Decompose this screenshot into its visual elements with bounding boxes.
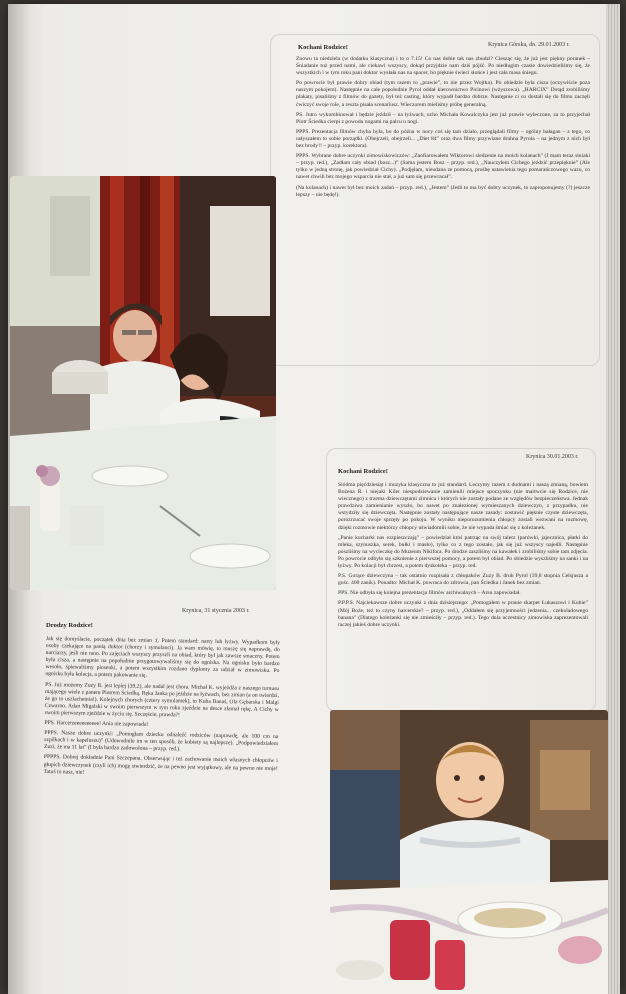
- letter-1-paragraph: PS. Jutro wykombinował i będzie jeździł – na łyżwach, ucho Michała Kowalczyka jest już prawie wyleczone, za to przyjechał Piotr Ściedka cierpi z powodu nogami na palcu u nogi.: [296, 111, 590, 125]
- letter-1-body: [296, 56, 590, 356]
- letter-3-paragraph: PPPS. Nasze dobre uczynki: „Pomogłam dziecku odnaleźć rodziców (naprawdę, ale 100 cm na szpilkach i w kapeluszu)” (Udowodnile im w ten sposób, że kobiety są najlepsze). „Podpowiedziałem Zuzi, że ma 11 lat” (I była bardzo zadowolona – przyp. red.).: [44, 730, 279, 753]
- letter-2-paragraph: „Panie kucharki nas rozpieszczają” – powiedział ktoś patrząc na swój talerz (parówki, jajecznica, płatki do mleka, szynuszka, serek, bułki i masło), tylko co z tego zostało, jak się już wszyscy najedli. Następnie poszliśmy na wycieczkę do Muzeum Nikifora. Po drodze zaszliśmy na kawałek i zrobiliśmy sobie tam zdjęcia. Po powrocie odbyło się szkolenie z pierwszej pomocy, a potem był obiad. Po obiedzie wyszliśmy na sanki i na łyżwy. Po kolacji był chrzest, a potem dyskoteka – przyp. red.: [338, 534, 588, 570]
- page-edge: [606, 4, 620, 994]
- photo-girls-at-dinner: [10, 176, 276, 590]
- letter-1-paragraph: PPPS. Prezentacja filmów chyba była, bo do późna w nocy coś się tam działo, przeglądali filmy – ogólny bałagan – z tego, co usłyszałem to sobie porządki. (Obejrzeli, obejrzeli... „Diet 84” oraz dwa filmy przywiane druhna Pyrola – na jednym z nich był bez brody!! – przyp. korektora).: [296, 128, 590, 150]
- letter-3-date: Krynica, 31 stycznia 2003 r.: [182, 608, 250, 614]
- letter-1-paragraph: Znowu ta niedziela (w dodatku klasyczna) i to o 7.15! Co nas dobie tak nas zbudzi? Ciesząc się, że już jest piękny poranek – Śniadanie tuż przed nami, ale ciekawi wszyscy, dokąd przyjdzie nam dziś pójść. Po niedługim czasie dowiedzieliśmy się, że wszystkich i w tym roku pani doktor wysłała nas na spacer, bo pięknie świeci słońce i jest cała masa śniegu.: [296, 56, 590, 77]
- letter-2-greeting: Kochani Rodzice!: [338, 468, 388, 475]
- photo-boy-at-table-image: [330, 710, 608, 994]
- letter-1-paragraph: PPPS. Wybrane dobre uczynki zimowiskowiczów: „Zaofiarowałem Wiktorowi siedzenie na moich kolanach” (I mam teraz siniaki – przyp. red.), „Zadłam cały obiad (bosz...)” (Sama jestem Bosz – przyp. red.), „Nauczyłem Cichego jeździć przepięknie” (Ale tylko w jedną stronę, jak powiedział Cichy). „Podjęłam, nieudana ze pomocą, prośbę ustawienia tego pomarańczowego wazu, co nawet chwili bez mojego wsparcia nie stał, a już sam się przewracał”.: [296, 153, 590, 181]
- letter-2-paragraph: PPS. Nie odbyła się kolejna prezentacja filmów archiwalnych – Arsu zapowiadał.: [338, 590, 521, 597]
- letter-2-paragraph: P.S. Gorące dziewczyna – tak ostatnio rozpisała z chłopaków Zuzy B. druh Pyrol (39,8 stopnia Celsjusza a gośc. 400 zanik). Ponadto: Michał K. powraca do zdrowia, pan Ściedka i Janek bez zmian.: [338, 573, 588, 587]
- letter-1-paragraph: (Na kolanach) i nawet był bez moich zadań – przyp. red.), „Jestem” (Jeśli to ma być dobry uczynek, to zaproponujemy (?) jeszcze lepszy – nie będę!).: [296, 184, 590, 198]
- letter-1-paragraph: Po powrocie był prawie dobry obiad (tym razem to „prawie”, to nie przez Wojtka). Po obiedzie była cisza (oczywiście poza naszym pokojem). Następnie na cale popołudnie Pyrol oddał kierownictwo Picinowi (wżyszowa). „HARCIX” Dotąd zrobiliśmy plakaty, pisaliśmy z filmów do gazety, był też casting, który wypadł bardzo dobrze. Następnie ci co dostali się do filmu zaczęli ćwiczyć swoje role, a reszta pisała scenariusz. Wieczorem mieliśmy próbę generalną.: [296, 80, 590, 108]
- letter-2-date: Krynica 30.01.2003 r.: [526, 454, 579, 460]
- letter-2-paragraph: P.P.P.S. Najciekawsze dobre uczynki z dnia dzisiejszego: „Pomogałem w pranie skarpet Łukaszowi i Kubie” (Mój Boże, też to czyny harcerskie? – przyp. red.), „Oddałem się przyjemności jedzenia... czekoladowego banana” (Dlatego koleżanki się nie zmieściły – przyp. red.). Tego dnia uczestnicy zimowiska zaprezentowali raczej jakieś dobre uczynki.: [338, 600, 588, 628]
- photo-boy-at-table: [330, 710, 608, 994]
- letter-3-paragraph: Jak się domyślacie, początek dnia bez zmian :(. Potem standard: narty lub łyżwy. Wypadkom były osoby czekające na panią doktor (chorzy i symulanci). Ja wam mówię, to muszę się naprawdę, do narciarzy, jeśli nie rano. Po zajęciach wszyscy przyszli na obiad, który był jak zawsze smaczny. Potem była cisza, a następnie na popołudnie przygotowywaliśmy się do ogniska. Na ognisku było bardzo wesoło, śpiewaliśmy piosenki, a potem wszystkim rozdano dyplomy za udział w zimowisku. Po ognisku była kolacja, a potem pakowanie się.: [45, 636, 280, 680]
- letter-3-paragraph: PPS. Harcerzeeeeeeeeee! Ania nie zapowiada!: [44, 720, 149, 728]
- scrapbook-page: [8, 4, 620, 994]
- letter-2-body: [338, 482, 588, 704]
- letter-1-date: Krynica Górska, dn. 29.01.2003 r.: [488, 42, 570, 48]
- letter-1-greeting: Kochani Rodzice!: [298, 44, 348, 51]
- letter-3-body: [40, 636, 280, 980]
- letter-3-paragraph: PS. Już możemy Zuzy B. jest lepiej (39,2), ale nadal jest chora. Michał K. wyjeżdża z naszego turnusu mającego wiele z panem Piotrem Ściedką. Ręka Janka po jeździe na łyżwach, bez zmian (a on twierdzi, że go to uszlachetnia!). Kolejnych chorych (cztery symulantek), to Kuba Banaś, Ola Gębarska i Malgi Czwarno. Adan Migalski w swoim pierwszym w tym roku zjeździe na desce złamał rękę. A Cichy w swoim pierwszym zjeździe w życiu się. Szczęście, prawda?!: [44, 681, 280, 719]
- photo-girls-at-dinner-image: [10, 176, 276, 590]
- letter-3-greeting: Drodzy Rodzice!: [46, 622, 93, 629]
- letter-2-paragraph: Siódma pięćdziesiąt i muzyka klasyczna to już standard. Leczymy razem z dudnami i naszą zmianą, bowiem Bożena R. i niejaki Kiler niespodziewanie zamienili miejsce spoczynku (nie martwcie się Rodzice, nie wiecznego) z trzema dziewczętami zimnica i których nie zostały podane ze względów bezpieczeństwa. Jednak prawdziwa zamienianie wyszło, bo nawet po znalezionej wymieszanych dziewczyn, z przypadku, nie wstydziły się dziewczęta. Następnie zostały następujące nasze zasady: zostawić pięknie czyste dziewczęta, porozrzucać swoje sprzęty po pokoju. W wyniku nieporozumienia chłopcy zostali wezwani na rozmowę, dzięki rozmowie niektórzy chłopcy uświadomili sobie, że nie wypada śmiać się z koleżanek.: [338, 482, 588, 531]
- letter-3-paragraph: PPPPS. Dobrej dokładnie Pani Szczepana. Obserwując i też zachowanie moich własnych chłopców i głupich dziewczynek (czyli ich) mogę stwierdzić, że na pewno jest wyjątkowy, ale na pewno nie moje! Tatuś to nasz, nie!: [43, 754, 278, 776]
